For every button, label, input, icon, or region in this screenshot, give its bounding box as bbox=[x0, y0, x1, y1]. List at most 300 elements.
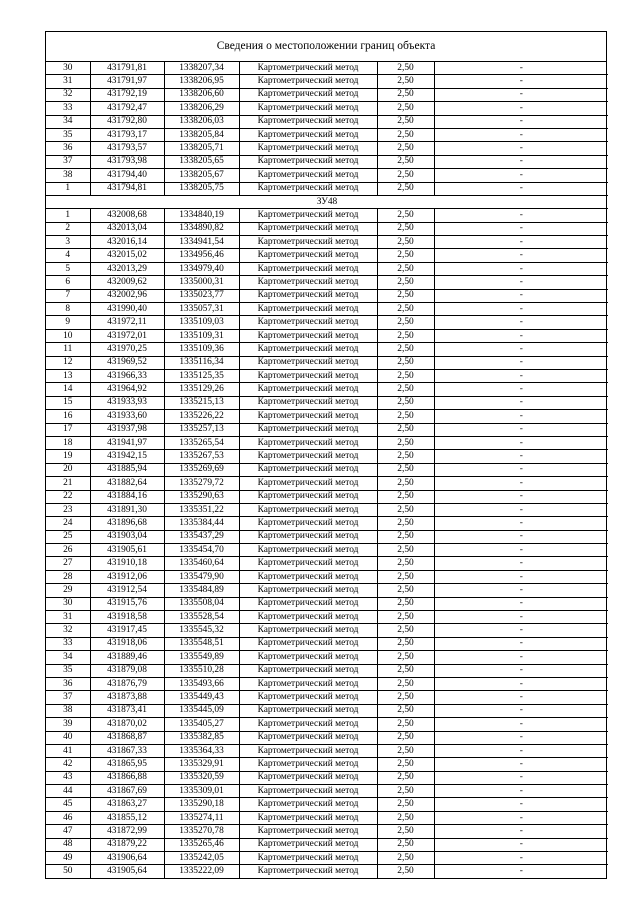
point-number-cell: 1 bbox=[46, 209, 90, 222]
point-number-cell: 10 bbox=[46, 329, 90, 342]
method-cell: Картометрический метод bbox=[239, 865, 377, 878]
x-coordinate-cell: 431855,12 bbox=[90, 811, 164, 824]
point-number-cell: 44 bbox=[46, 785, 90, 798]
method-cell: Картометрический метод bbox=[239, 557, 377, 570]
x-coordinate-cell: 431863,27 bbox=[90, 798, 164, 811]
method-cell: Картометрический метод bbox=[239, 771, 377, 784]
x-coordinate-cell: 431866,88 bbox=[90, 771, 164, 784]
x-coordinate-cell: 432013,04 bbox=[90, 222, 164, 235]
accuracy-cell: 2,50 bbox=[377, 637, 434, 650]
description-cell: - bbox=[434, 262, 608, 275]
accuracy-cell: 2,50 bbox=[377, 477, 434, 490]
description-cell: - bbox=[434, 811, 608, 824]
method-cell: Картометрический метод bbox=[239, 102, 377, 115]
y-coordinate-cell: 1335222,09 bbox=[164, 865, 239, 878]
accuracy-cell: 2,50 bbox=[377, 75, 434, 88]
y-coordinate-cell: 1335484,89 bbox=[164, 584, 239, 597]
description-cell: - bbox=[434, 477, 608, 490]
x-coordinate-cell: 431876,79 bbox=[90, 677, 164, 690]
accuracy-cell: 2,50 bbox=[377, 289, 434, 302]
point-number-cell: 17 bbox=[46, 423, 90, 436]
description-cell: - bbox=[434, 450, 608, 463]
description-cell: - bbox=[434, 102, 608, 115]
x-coordinate-cell: 431918,06 bbox=[90, 637, 164, 650]
point-number-cell: 35 bbox=[46, 128, 90, 141]
accuracy-cell: 2,50 bbox=[377, 450, 434, 463]
method-cell: Картометрический метод bbox=[239, 825, 377, 838]
table-row bbox=[46, 718, 608, 731]
y-coordinate-cell: 1334840,19 bbox=[164, 209, 239, 222]
table-row bbox=[46, 463, 608, 476]
method-cell: Картометрический метод bbox=[239, 852, 377, 865]
table-row bbox=[46, 731, 608, 744]
method-cell: Картометрический метод bbox=[239, 624, 377, 637]
description-cell: - bbox=[434, 356, 608, 369]
method-cell: Картометрический метод bbox=[239, 637, 377, 650]
point-number-cell: 35 bbox=[46, 664, 90, 677]
table-row bbox=[46, 276, 608, 289]
method-cell: Картометрический метод bbox=[239, 503, 377, 516]
accuracy-cell: 2,50 bbox=[377, 651, 434, 664]
x-coordinate-cell: 432013,29 bbox=[90, 262, 164, 275]
description-cell: - bbox=[434, 744, 608, 757]
point-number-cell: 43 bbox=[46, 771, 90, 784]
accuracy-cell: 2,50 bbox=[377, 102, 434, 115]
y-coordinate-cell: 1338206,03 bbox=[164, 115, 239, 128]
x-coordinate-cell: 431933,60 bbox=[90, 410, 164, 423]
x-coordinate-cell: 431794,81 bbox=[90, 182, 164, 195]
table-row bbox=[46, 410, 608, 423]
accuracy-cell: 2,50 bbox=[377, 209, 434, 222]
description-cell: - bbox=[434, 557, 608, 570]
x-coordinate-cell: 431917,45 bbox=[90, 624, 164, 637]
y-coordinate-cell: 1334956,46 bbox=[164, 249, 239, 262]
x-coordinate-cell: 431933,93 bbox=[90, 396, 164, 409]
method-cell: Картометрический метод bbox=[239, 128, 377, 141]
x-coordinate-cell: 431912,06 bbox=[90, 570, 164, 583]
y-coordinate-cell: 1338205,75 bbox=[164, 182, 239, 195]
table-row bbox=[46, 155, 608, 168]
y-coordinate-cell: 1335274,11 bbox=[164, 811, 239, 824]
y-coordinate-cell: 1338206,95 bbox=[164, 75, 239, 88]
table-row bbox=[46, 811, 608, 824]
x-coordinate-cell: 431867,69 bbox=[90, 785, 164, 798]
y-coordinate-cell: 1335290,18 bbox=[164, 798, 239, 811]
x-coordinate-cell: 431915,76 bbox=[90, 597, 164, 610]
method-cell: Картометрический метод bbox=[239, 517, 377, 530]
accuracy-cell: 2,50 bbox=[377, 128, 434, 141]
description-cell: - bbox=[434, 236, 608, 249]
table-row bbox=[46, 436, 608, 449]
x-coordinate-cell: 432009,62 bbox=[90, 276, 164, 289]
table-row bbox=[46, 517, 608, 530]
accuracy-cell: 2,50 bbox=[377, 343, 434, 356]
method-cell: Картометрический метод bbox=[239, 530, 377, 543]
method-cell: Картометрический метод bbox=[239, 677, 377, 690]
point-number-cell: 37 bbox=[46, 155, 90, 168]
table-row bbox=[46, 503, 608, 516]
description-cell: - bbox=[434, 142, 608, 155]
y-coordinate-cell: 1335000,31 bbox=[164, 276, 239, 289]
point-number-cell: 20 bbox=[46, 463, 90, 476]
accuracy-cell: 2,50 bbox=[377, 731, 434, 744]
table-row bbox=[46, 624, 608, 637]
y-coordinate-cell: 1338205,84 bbox=[164, 128, 239, 141]
table-row bbox=[46, 62, 608, 75]
accuracy-cell: 2,50 bbox=[377, 88, 434, 101]
y-coordinate-cell: 1335510,28 bbox=[164, 664, 239, 677]
y-coordinate-cell: 1338205,65 bbox=[164, 155, 239, 168]
accuracy-cell: 2,50 bbox=[377, 249, 434, 262]
x-coordinate-cell: 431870,02 bbox=[90, 718, 164, 731]
x-coordinate-cell: 431873,88 bbox=[90, 691, 164, 704]
x-coordinate-cell: 431873,41 bbox=[90, 704, 164, 717]
description-cell: - bbox=[434, 771, 608, 784]
table-row bbox=[46, 530, 608, 543]
y-coordinate-cell: 1335445,09 bbox=[164, 704, 239, 717]
point-number-cell: 47 bbox=[46, 825, 90, 838]
accuracy-cell: 2,50 bbox=[377, 62, 434, 75]
y-coordinate-cell: 1335460,64 bbox=[164, 557, 239, 570]
y-coordinate-cell: 1335545,32 bbox=[164, 624, 239, 637]
accuracy-cell: 2,50 bbox=[377, 316, 434, 329]
method-cell: Картометрический метод bbox=[239, 838, 377, 851]
x-coordinate-cell: 431791,97 bbox=[90, 75, 164, 88]
point-number-cell: 23 bbox=[46, 503, 90, 516]
table-row bbox=[46, 637, 608, 650]
table-row bbox=[46, 209, 608, 222]
accuracy-cell: 2,50 bbox=[377, 517, 434, 530]
accuracy-cell: 2,50 bbox=[377, 169, 434, 182]
description-cell: - bbox=[434, 731, 608, 744]
point-number-cell: 36 bbox=[46, 142, 90, 155]
accuracy-cell: 2,50 bbox=[377, 222, 434, 235]
table-row bbox=[46, 383, 608, 396]
description-cell: - bbox=[434, 758, 608, 771]
method-cell: Картометрический метод bbox=[239, 222, 377, 235]
method-cell: Картометрический метод bbox=[239, 651, 377, 664]
description-cell: - bbox=[434, 169, 608, 182]
description-cell: - bbox=[434, 410, 608, 423]
accuracy-cell: 2,50 bbox=[377, 329, 434, 342]
method-cell: Картометрический метод bbox=[239, 155, 377, 168]
y-coordinate-cell: 1335270,78 bbox=[164, 825, 239, 838]
table-row bbox=[46, 677, 608, 690]
table-row bbox=[46, 664, 608, 677]
y-coordinate-cell: 1334979,40 bbox=[164, 262, 239, 275]
point-number-cell: 41 bbox=[46, 744, 90, 757]
x-coordinate-cell: 431885,94 bbox=[90, 463, 164, 476]
description-cell: - bbox=[434, 128, 608, 141]
x-coordinate-cell: 431910,18 bbox=[90, 557, 164, 570]
y-coordinate-cell: 1335384,44 bbox=[164, 517, 239, 530]
table-row bbox=[46, 771, 608, 784]
table-row bbox=[46, 249, 608, 262]
x-coordinate-cell: 431905,61 bbox=[90, 544, 164, 557]
method-cell: Картометрический метод bbox=[239, 704, 377, 717]
x-coordinate-cell: 431937,98 bbox=[90, 423, 164, 436]
y-coordinate-cell: 1335109,36 bbox=[164, 343, 239, 356]
method-cell: Картометрический метод bbox=[239, 209, 377, 222]
point-number-cell: 38 bbox=[46, 704, 90, 717]
accuracy-cell: 2,50 bbox=[377, 852, 434, 865]
y-coordinate-cell: 1335023,77 bbox=[164, 289, 239, 302]
y-coordinate-cell: 1335309,01 bbox=[164, 785, 239, 798]
point-number-cell: 33 bbox=[46, 637, 90, 650]
table-row bbox=[46, 477, 608, 490]
y-coordinate-cell: 1335479,90 bbox=[164, 570, 239, 583]
y-coordinate-cell: 1334941,54 bbox=[164, 236, 239, 249]
description-cell: - bbox=[434, 704, 608, 717]
point-number-cell: 26 bbox=[46, 544, 90, 557]
point-number-cell: 25 bbox=[46, 530, 90, 543]
point-number-cell: 34 bbox=[46, 651, 90, 664]
y-coordinate-cell: 1335226,22 bbox=[164, 410, 239, 423]
accuracy-cell: 2,50 bbox=[377, 530, 434, 543]
table-row bbox=[46, 450, 608, 463]
x-coordinate-cell: 431906,64 bbox=[90, 852, 164, 865]
description-cell: - bbox=[434, 691, 608, 704]
table-row bbox=[46, 744, 608, 757]
y-coordinate-cell: 1338207,34 bbox=[164, 62, 239, 75]
accuracy-cell: 2,50 bbox=[377, 838, 434, 851]
y-coordinate-cell: 1338205,67 bbox=[164, 169, 239, 182]
x-coordinate-cell: 431964,92 bbox=[90, 383, 164, 396]
point-number-cell: 4 bbox=[46, 249, 90, 262]
description-cell: - bbox=[434, 865, 608, 878]
accuracy-cell: 2,50 bbox=[377, 624, 434, 637]
point-number-cell: 42 bbox=[46, 758, 90, 771]
accuracy-cell: 2,50 bbox=[377, 142, 434, 155]
x-coordinate-cell: 431891,30 bbox=[90, 503, 164, 516]
x-coordinate-cell: 431970,25 bbox=[90, 343, 164, 356]
description-cell: - bbox=[434, 825, 608, 838]
y-coordinate-cell: 1335437,29 bbox=[164, 530, 239, 543]
description-cell: - bbox=[434, 289, 608, 302]
method-cell: Картометрический метод bbox=[239, 463, 377, 476]
x-coordinate-cell: 432002,96 bbox=[90, 289, 164, 302]
method-cell: Картометрический метод bbox=[239, 236, 377, 249]
point-number-cell: 7 bbox=[46, 289, 90, 302]
point-number-cell: 9 bbox=[46, 316, 90, 329]
method-cell: Картометрический метод bbox=[239, 115, 377, 128]
description-cell: - bbox=[434, 115, 608, 128]
point-number-cell: 27 bbox=[46, 557, 90, 570]
y-coordinate-cell: 1335242,05 bbox=[164, 852, 239, 865]
description-cell: - bbox=[434, 637, 608, 650]
point-number-cell: 30 bbox=[46, 62, 90, 75]
x-coordinate-cell: 431793,98 bbox=[90, 155, 164, 168]
y-coordinate-cell: 1335528,54 bbox=[164, 611, 239, 624]
x-coordinate-cell: 431879,08 bbox=[90, 664, 164, 677]
point-number-cell: 50 bbox=[46, 865, 90, 878]
description-cell: - bbox=[434, 396, 608, 409]
accuracy-cell: 2,50 bbox=[377, 744, 434, 757]
description-cell: - bbox=[434, 664, 608, 677]
x-coordinate-cell: 431792,47 bbox=[90, 102, 164, 115]
description-cell: - bbox=[434, 436, 608, 449]
method-cell: Картометрический метод bbox=[239, 731, 377, 744]
point-number-cell: 14 bbox=[46, 383, 90, 396]
method-cell: Картометрический метод bbox=[239, 450, 377, 463]
x-coordinate-cell: 431966,33 bbox=[90, 369, 164, 382]
y-coordinate-cell: 1335265,46 bbox=[164, 838, 239, 851]
point-number-cell: 16 bbox=[46, 410, 90, 423]
method-cell: Картометрический метод bbox=[239, 744, 377, 757]
point-number-cell: 2 bbox=[46, 222, 90, 235]
description-cell: - bbox=[434, 463, 608, 476]
table-row bbox=[46, 142, 608, 155]
method-cell: Картометрический метод bbox=[239, 262, 377, 275]
x-coordinate-cell: 431791,81 bbox=[90, 62, 164, 75]
point-number-cell: 24 bbox=[46, 517, 90, 530]
table-row bbox=[46, 570, 608, 583]
description-cell: - bbox=[434, 303, 608, 316]
point-number-cell: 3 bbox=[46, 236, 90, 249]
point-number-cell: 22 bbox=[46, 490, 90, 503]
y-coordinate-cell: 1335290,63 bbox=[164, 490, 239, 503]
point-number-cell: 13 bbox=[46, 369, 90, 382]
description-cell: - bbox=[434, 329, 608, 342]
method-cell: Картометрический метод bbox=[239, 798, 377, 811]
method-cell: Картометрический метод bbox=[239, 249, 377, 262]
description-cell: - bbox=[434, 570, 608, 583]
table-row bbox=[46, 758, 608, 771]
table-row bbox=[46, 597, 608, 610]
accuracy-cell: 2,50 bbox=[377, 597, 434, 610]
point-number-cell: 1 bbox=[46, 182, 90, 195]
point-number-cell: 19 bbox=[46, 450, 90, 463]
accuracy-cell: 2,50 bbox=[377, 436, 434, 449]
description-cell: - bbox=[434, 718, 608, 731]
point-number-cell: 8 bbox=[46, 303, 90, 316]
method-cell: Картометрический метод bbox=[239, 410, 377, 423]
accuracy-cell: 2,50 bbox=[377, 677, 434, 690]
accuracy-cell: 2,50 bbox=[377, 463, 434, 476]
description-cell: - bbox=[434, 852, 608, 865]
description-cell: - bbox=[434, 838, 608, 851]
description-cell: - bbox=[434, 343, 608, 356]
table-row bbox=[46, 691, 608, 704]
point-number-cell: 28 bbox=[46, 570, 90, 583]
description-cell: - bbox=[434, 785, 608, 798]
table-row bbox=[46, 343, 608, 356]
y-coordinate-cell: 1338206,29 bbox=[164, 102, 239, 115]
method-cell: Картометрический метод bbox=[239, 356, 377, 369]
description-cell: - bbox=[434, 155, 608, 168]
x-coordinate-cell: 431905,64 bbox=[90, 865, 164, 878]
x-coordinate-cell: 432015,02 bbox=[90, 249, 164, 262]
description-cell: - bbox=[434, 597, 608, 610]
point-number-cell: 32 bbox=[46, 624, 90, 637]
accuracy-cell: 2,50 bbox=[377, 115, 434, 128]
description-cell: - bbox=[434, 75, 608, 88]
method-cell: Картометрический метод bbox=[239, 182, 377, 195]
method-cell: Картометрический метод bbox=[239, 316, 377, 329]
accuracy-cell: 2,50 bbox=[377, 718, 434, 731]
document-sheet bbox=[45, 31, 607, 879]
y-coordinate-cell: 1335265,54 bbox=[164, 436, 239, 449]
x-coordinate-cell: 431912,54 bbox=[90, 584, 164, 597]
x-coordinate-cell: 431882,64 bbox=[90, 477, 164, 490]
method-cell: Картометрический метод bbox=[239, 303, 377, 316]
y-coordinate-cell: 1335109,03 bbox=[164, 316, 239, 329]
accuracy-cell: 2,50 bbox=[377, 758, 434, 771]
table-row bbox=[46, 704, 608, 717]
table-row bbox=[46, 182, 608, 195]
description-cell: - bbox=[434, 584, 608, 597]
y-coordinate-cell: 1335351,22 bbox=[164, 503, 239, 516]
accuracy-cell: 2,50 bbox=[377, 276, 434, 289]
table-row bbox=[46, 396, 608, 409]
y-coordinate-cell: 1335405,27 bbox=[164, 718, 239, 731]
method-cell: Картометрический метод bbox=[239, 75, 377, 88]
description-cell: - bbox=[434, 651, 608, 664]
point-number-cell: 6 bbox=[46, 276, 90, 289]
table-row bbox=[46, 316, 608, 329]
table-row bbox=[46, 222, 608, 235]
coordinates-table bbox=[46, 62, 608, 878]
accuracy-cell: 2,50 bbox=[377, 825, 434, 838]
y-coordinate-cell: 1335548,51 bbox=[164, 637, 239, 650]
method-cell: Картометрический метод bbox=[239, 62, 377, 75]
table-row bbox=[46, 852, 608, 865]
method-cell: Картометрический метод bbox=[239, 544, 377, 557]
table-row bbox=[46, 423, 608, 436]
table-row bbox=[46, 289, 608, 302]
section-label: ЗУ48 bbox=[46, 195, 608, 208]
accuracy-cell: 2,50 bbox=[377, 691, 434, 704]
method-cell: Картометрический метод bbox=[239, 490, 377, 503]
page-title: Сведения о местоположении границ объекта bbox=[46, 32, 606, 62]
x-coordinate-cell: 431972,11 bbox=[90, 316, 164, 329]
point-number-cell: 46 bbox=[46, 811, 90, 824]
y-coordinate-cell: 1335215,13 bbox=[164, 396, 239, 409]
x-coordinate-cell: 431794,40 bbox=[90, 169, 164, 182]
accuracy-cell: 2,50 bbox=[377, 490, 434, 503]
table-row bbox=[46, 329, 608, 342]
table-row bbox=[46, 75, 608, 88]
point-number-cell: 32 bbox=[46, 88, 90, 101]
method-cell: Картометрический метод bbox=[239, 423, 377, 436]
accuracy-cell: 2,50 bbox=[377, 544, 434, 557]
x-coordinate-cell: 431868,87 bbox=[90, 731, 164, 744]
y-coordinate-cell: 1335493,66 bbox=[164, 677, 239, 690]
method-cell: Картометрический метод bbox=[239, 289, 377, 302]
table-row bbox=[46, 785, 608, 798]
accuracy-cell: 2,50 bbox=[377, 584, 434, 597]
point-number-cell: 33 bbox=[46, 102, 90, 115]
y-coordinate-cell: 1335382,85 bbox=[164, 731, 239, 744]
method-cell: Картометрический метод bbox=[239, 343, 377, 356]
point-number-cell: 36 bbox=[46, 677, 90, 690]
table-row bbox=[46, 557, 608, 570]
method-cell: Картометрический метод bbox=[239, 477, 377, 490]
x-coordinate-cell: 431941,97 bbox=[90, 436, 164, 449]
y-coordinate-cell: 1335129,26 bbox=[164, 383, 239, 396]
method-cell: Картометрический метод bbox=[239, 436, 377, 449]
method-cell: Картометрический метод bbox=[239, 611, 377, 624]
description-cell: - bbox=[434, 222, 608, 235]
point-number-cell: 38 bbox=[46, 169, 90, 182]
table-row bbox=[46, 651, 608, 664]
method-cell: Картометрический метод bbox=[239, 758, 377, 771]
x-coordinate-cell: 431889,46 bbox=[90, 651, 164, 664]
y-coordinate-cell: 1335454,70 bbox=[164, 544, 239, 557]
description-cell: - bbox=[434, 611, 608, 624]
table-row bbox=[46, 262, 608, 275]
y-coordinate-cell: 1335257,13 bbox=[164, 423, 239, 436]
